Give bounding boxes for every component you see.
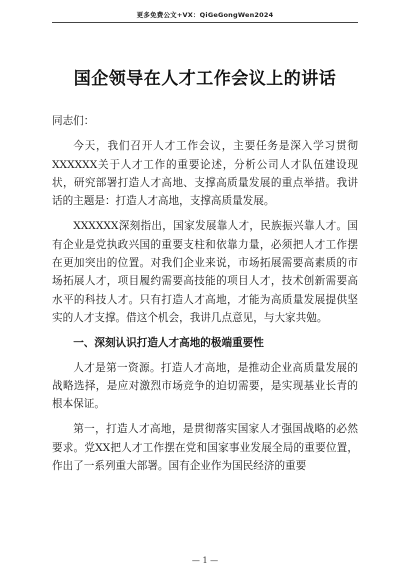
page-number: — 1 —	[191, 556, 219, 565]
page-header-note: 更多免费公文+VX：QiGeGongWen2024	[136, 11, 274, 19]
header-divider	[52, 22, 358, 23]
context-paragraph: XXXXXX深刻指出，国家发展靠人才，民族振兴靠人才。国有企业是党执政兴国的重要支柱和依靠力量，必须把人才工作摆在更加突出的位置。对我们企业来说，市场拓展需要高素质的市场拓展人才，项目履约需要高技能的项目人才，技术创新需要高水平的科技人才。只有打造人才高地，才能为高质量发展提供坚实的人才支撑。借这个机会，我讲几点意见，与大家共勉。	[52, 220, 358, 324]
document-title: 国企领导在人才工作会议上的讲话	[73, 69, 337, 89]
intro-paragraph: 今天，我们召开人才工作会议，主要任务是深入学习贯彻XXXXXX关于人才工作的重要论述，分析公司人才队伍建设现状，研究部署打造人才高地、支撑高质量发展的重点举措。我讲话的主题是：打造人才高地，支撑高质量发展。	[52, 140, 358, 208]
document-body	[52, 112, 358, 482]
section-paragraph: 第一，打造人才高地，是贯彻落实国家人才强国战略的必然要求。党XX把人才工作摆在党和国家事业发展全局的重要位置，作出了一系列重大部署。国有企业作为国民经济的重要	[52, 423, 358, 473]
salutation: 同志们：	[52, 115, 95, 127]
section-heading: 一、深刻认识打造人才高地的极端重要性	[73, 337, 264, 350]
section-paragraph: 人才是第一资源。打造人才高地，是推动企业高质量发展的战略选择，是应对激烈市场竞争的迫切需要，是实现基业长青的根本保证。	[52, 361, 358, 411]
